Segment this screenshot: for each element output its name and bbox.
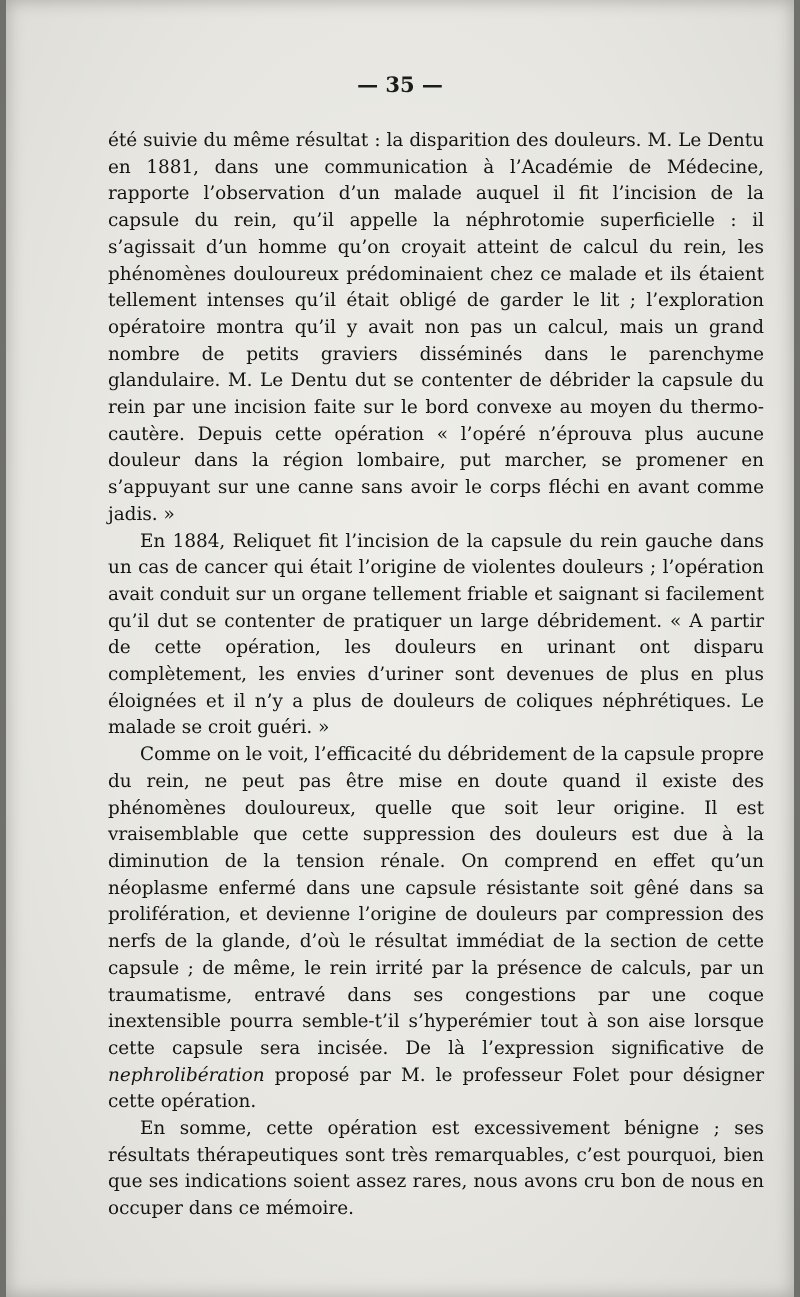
nephroliberation-term: nephrolibération [108, 1064, 265, 1086]
paragraph-2: En 1884, Reliquet fit l’incision de la capsule du rein gauche dans un cas de cancer qui était l’origine de violentes douleurs ; l’opération avait conduit sur un organe tellement friable et saignant si facilement qu’il dut se contenter de pratiquer un large débridement. « A partir de cette opération, les douleurs en urinant ont disparu complètement, les envies d’uriner sont devenues de plus en plus éloignées et il n’y a plus de douleurs de coliques néphrétiques. Le malade se croit guéri. » [108, 530, 764, 739]
page-number: — 35 — [357, 72, 443, 97]
paragraph-1: été suivie du même résultat : la disparition des douleurs. M. Le Dentu en 1881, dans une communication à l’Académie de Médecine, rapporte l’observation d’un malade auquel il fit l’incision de la capsule du rein, qu’il appelle la néphrotomie superficielle : il s’agissait d’un homme qu’on croyait atteint de calcul du rein, les phénomènes douloureux prédominaient chez ce malade et ils étaient tellement intenses qu’il était obligé de garder le lit ; l’exploration opératoire montra qu’il y avait non pas un calcul, mais un grand nombre de petits graviers disséminés dans le parenchyme glandulaire. M. Le Dentu dut se contenter de débrider la capsule du rein par une incision faite sur le bord convexe au moyen du thermo-cautère. Depuis cette opération « l’opéré n’éprouva plus aucune douleur dans la région lombaire, put marcher, se promener en s’appuyant sur une canne sans avoir le corps fléchi en avant comme jadis. » [108, 130, 764, 525]
paragraph-3 [108, 742, 764, 1116]
body-text [108, 128, 764, 1223]
paragraph-4: En somme, cette opération est excessivement bénigne ; ses résultats thérapeutiques sont très remarquables, c’est pourquoi, bien que ses indications soient assez rares, nous avons cru bon de nous en occuper dans ce mémoire. [108, 1118, 764, 1220]
paragraph-3-text-after: proposé par M. le professeur Folet pour désigner cette opération. [108, 1064, 764, 1113]
paragraph-3-text-before: Comme on le voit, l’efficacité du débridement de la capsule propre du rein, ne peut pas être mise en doute quand il existe des phénomènes douloureux, quelle que soit leur origine. Il est vraisemblable que cette suppression des douleurs est due à la diminution de la tension rénale. On comprend en effet qu’un néoplasme enfermé dans une capsule résistante soit gêné dans sa prolifération, et devienne l’origine de douleurs par compression des nerfs de la glande, d’où le résultat immédiat de la section de cette capsule ; de même, le rein irrité par la présence de calculs, par un traumatisme, entravé dans ses congestions par une coque inextensible pourra semble-t’il s’hyperémier tout à son aise lorsque cette capsule sera incisée. De là l’expression significative de [108, 744, 764, 1059]
book-page [6, 0, 794, 1297]
